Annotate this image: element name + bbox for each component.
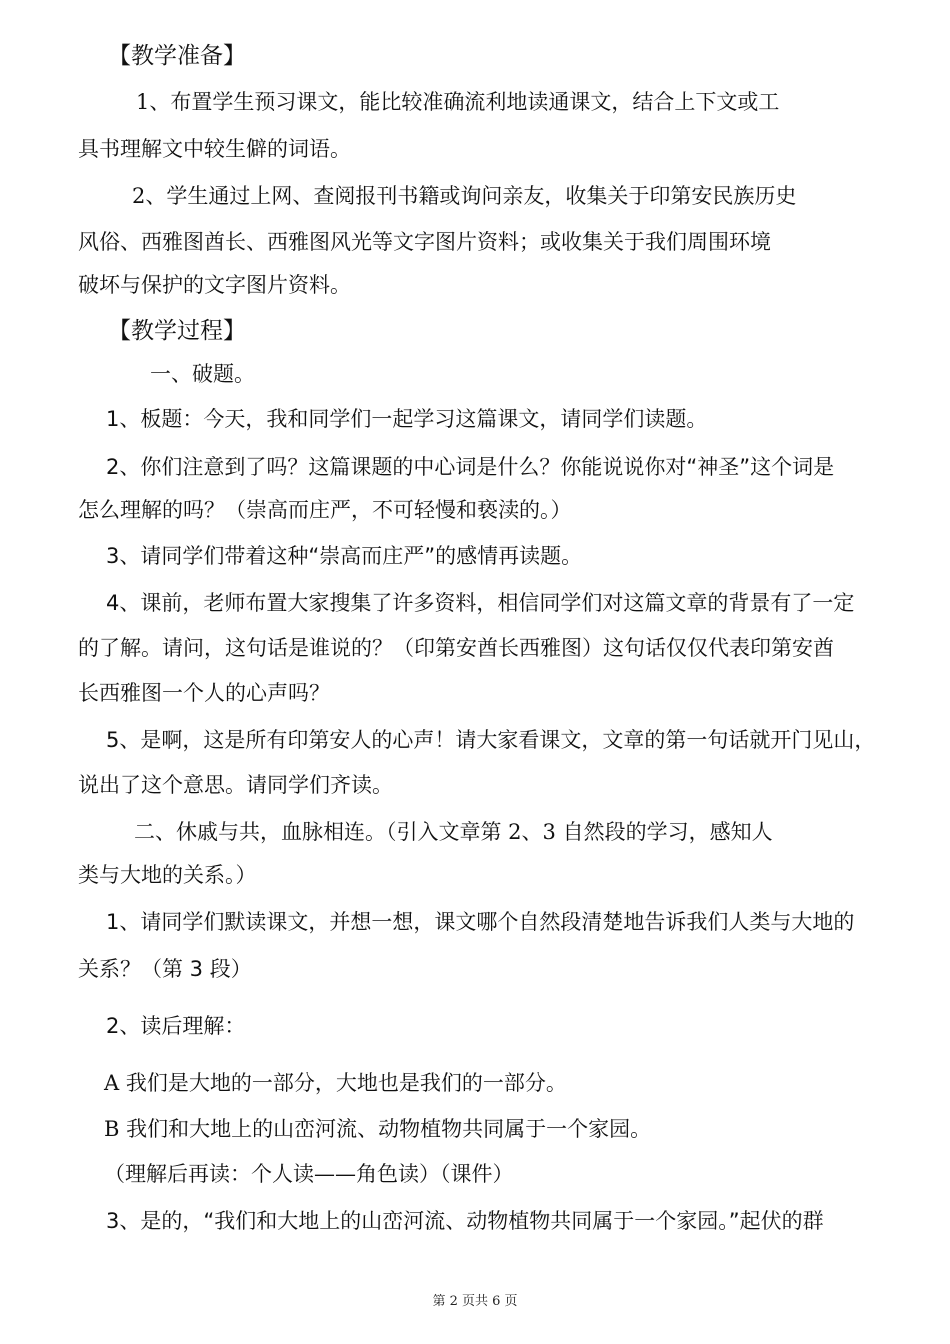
- prep-item-2-line-3: 破坏与保护的文字图片资料。: [78, 273, 351, 297]
- part-1-step-1: 1、板题：今天，我和同学们一起学习这篇课文，请同学们读题。: [106, 407, 708, 431]
- part-1-step-3: 3、请同学们带着这种“崇高而庄严”的感情再读题。: [106, 544, 583, 568]
- part-2-step-3-line-1: 3、是的，“我们和大地上的山峦河流、动物植物共同属于一个家园。”起伏的群: [106, 1209, 824, 1233]
- part-1-step-2-line-1: 2、你们注意到了吗？这篇课题的中心词是什么？你能说说你对“神圣”这个词是: [106, 455, 835, 479]
- part-1-step-5-line-1: 5、是啊，这是所有印第安人的心声！请大家看课文，文章的第一句话就开门见山，: [106, 728, 876, 752]
- part-1-step-5-line-2: 说出了这个意思。请同学们齐读。: [78, 773, 393, 797]
- page-number: 第 2 页共 6 页: [432, 1294, 518, 1309]
- part-2-step-2: 2、读后理解：: [106, 1014, 246, 1038]
- prep-item-2-line-2: 风俗、西雅图酋长、西雅图风光等文字图片资料；或收集关于我们周围环境: [78, 230, 771, 254]
- teaching-prep-heading: 【教学准备】: [108, 43, 246, 69]
- prep-item-1-line-2: 具书理解文中较生僻的词语。: [78, 137, 351, 161]
- part-1-title: 一、破题。: [150, 362, 255, 386]
- prep-item-2-line-1: 2、学生通过上网、查阅报刊书籍或询问亲友，收集关于印第安民族历史: [132, 184, 797, 208]
- part-2-title-line-2: 类与大地的关系。）: [78, 863, 257, 887]
- point-b: B 我们和大地上的山峦河流、动物植物共同属于一个家园。: [104, 1117, 652, 1141]
- part-2-title-line-1: 二、休戚与共，血脉相连。（引入文章第 2、3 自然段的学习，感知人: [134, 820, 773, 844]
- reread-note: （理解后再读：个人读——角色读）（课件）: [104, 1162, 514, 1186]
- part-1-step-4-line-3: 长西雅图一个人的心声吗？: [78, 681, 330, 705]
- part-2-step-1-line-2: 关系？（第 3 段）: [78, 957, 252, 981]
- part-1-step-4-line-1: 4、课前，老师布置大家搜集了许多资料，相信同学们对这篇文章的背景有了一定: [106, 591, 855, 615]
- teaching-process-heading: 【教学过程】: [108, 318, 246, 344]
- prep-item-1-line-1: 1、布置学生预习课文，能比较准确流利地读通课文，结合上下文或工: [136, 90, 780, 114]
- part-2-step-1-line-1: 1、请同学们默读课文，并想一想，课文哪个自然段清楚地告诉我们人类与大地的: [106, 910, 855, 934]
- part-1-step-4-line-2: 的了解。请问，这句话是谁说的？（印第安酋长西雅图）这句话仅仅代表印第安酋: [78, 636, 834, 660]
- point-a: A 我们是大地的一部分，大地也是我们的一部分。: [104, 1071, 567, 1095]
- part-1-step-2-line-2: 怎么理解的吗？（崇高而庄严，不可轻慢和亵渎的。）: [78, 498, 572, 522]
